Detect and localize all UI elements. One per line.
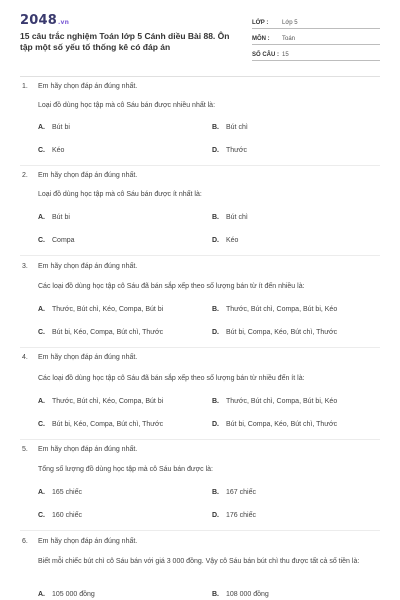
- option-c[interactable]: [38, 512, 82, 519]
- option-letter: B.: [212, 398, 219, 405]
- option-c[interactable]: [38, 237, 75, 244]
- option-b[interactable]: [212, 214, 248, 221]
- option-text: Bút bi, Kéo, Compa, Bút chì, Thước: [52, 421, 164, 428]
- question-number: 3.: [22, 263, 28, 270]
- question-number: 5.: [22, 446, 28, 453]
- option-text: 167 chiếc: [226, 489, 256, 496]
- question-number: 1.: [22, 83, 28, 90]
- option-letter: A.: [38, 306, 45, 313]
- option-text: 176 chiếc: [226, 512, 256, 519]
- option-letter: A.: [38, 591, 45, 598]
- option-text: Bút bi, Compa, Kéo, Bút chì, Thước: [226, 329, 338, 336]
- question-text: Biết mỗi chiếc bút chì cô Sáu bán với giá 3 000 đồng. Vậy cô Sáu bán bút chì thu được tất cả số tiền là:: [38, 558, 360, 565]
- option-text: Kéo: [52, 147, 65, 154]
- option-letter: A.: [38, 398, 45, 405]
- option-text: Bút bi, Compa, Kéo, Bút chì, Thước: [226, 421, 338, 428]
- question-divider: [20, 347, 380, 348]
- meta-label: SỐ CÂU :: [252, 51, 279, 58]
- question-prompt: Em hãy chọn đáp án đúng nhất.: [38, 354, 138, 361]
- question-divider: [20, 439, 380, 440]
- option-a[interactable]: [38, 398, 163, 405]
- option-text: Thước, Bút chì, Compa, Bút bi, Kéo: [226, 398, 338, 405]
- option-a[interactable]: [38, 124, 70, 131]
- question-text: Các loại đồ dùng học tập cô Sáu đã bán sắp xếp theo số lượng bán từ ít đến nhiều là:: [38, 283, 305, 290]
- option-c[interactable]: [38, 329, 163, 336]
- option-d[interactable]: [212, 329, 337, 336]
- option-text: Kéo: [226, 237, 239, 244]
- option-text: Thước, Bút chì, Kéo, Compa, Bút bi: [52, 306, 164, 313]
- option-letter: A.: [38, 489, 45, 496]
- question-text: Loại đồ dùng học tập mà cô Sáu bán được nhiều nhất là:: [38, 102, 216, 109]
- option-text: Thước, Bút chì, Compa, Bút bi, Kéo: [226, 306, 338, 313]
- option-b[interactable]: [212, 306, 337, 313]
- question-divider: [20, 165, 380, 166]
- question-prompt: Em hãy chọn đáp án đúng nhất.: [38, 172, 138, 179]
- option-letter: A.: [38, 214, 45, 221]
- option-a[interactable]: [38, 489, 82, 496]
- logo-text: 2048: [20, 13, 57, 28]
- option-text: 160 chiếc: [52, 512, 82, 519]
- option-b[interactable]: [212, 591, 269, 598]
- document-title: 15 câu trắc nghiệm Toán lớp 5 Cánh diều Bài 88. Ôn tập một số yếu tố thống kê có đáp án: [20, 31, 230, 52]
- option-text: Bút chì: [226, 124, 248, 131]
- option-text: Thước, Bút chì, Kéo, Compa, Bút bi: [52, 398, 164, 405]
- question-text: Loại đồ dùng học tập mà cô Sáu bán được ít nhất là:: [38, 191, 202, 198]
- option-text: 165 chiếc: [52, 489, 82, 496]
- option-text: 108 000 đồng: [226, 591, 269, 598]
- option-text: Compa: [52, 237, 75, 244]
- option-text: Bút bi, Kéo, Compa, Bút chì, Thước: [52, 329, 164, 336]
- question-prompt: Em hãy chọn đáp án đúng nhất.: [38, 538, 138, 545]
- option-c[interactable]: [38, 147, 64, 154]
- option-letter: C.: [38, 147, 45, 154]
- option-b[interactable]: [212, 124, 248, 131]
- option-letter: B.: [212, 214, 219, 221]
- option-letter: C.: [38, 512, 45, 519]
- meta-value: Lớp 5: [282, 19, 298, 26]
- option-a[interactable]: [38, 591, 95, 598]
- option-d[interactable]: [212, 237, 238, 244]
- option-text: Bút chì: [226, 214, 248, 221]
- question-divider: [20, 530, 380, 531]
- question-prompt: Em hãy chọn đáp án đúng nhất.: [38, 446, 138, 453]
- question-text: Các loại đồ dùng học tập cô Sáu đã bán sắp xếp theo số lượng bán từ nhiều đến ít là:: [38, 375, 305, 382]
- option-letter: D.: [212, 329, 219, 336]
- option-d[interactable]: [212, 147, 247, 154]
- option-letter: B.: [212, 591, 219, 598]
- option-letter: A.: [38, 124, 45, 131]
- option-b[interactable]: [212, 489, 256, 496]
- option-letter: C.: [38, 329, 45, 336]
- logo-suffix: .vn: [57, 19, 70, 26]
- option-c[interactable]: [38, 421, 163, 428]
- question-number: 6.: [22, 538, 28, 545]
- option-d[interactable]: [212, 512, 256, 519]
- option-letter: C.: [38, 421, 45, 428]
- question-text: Tổng số lượng đồ dùng học tập mà cô Sáu bán được là:: [38, 466, 213, 473]
- option-a[interactable]: [38, 306, 163, 313]
- question-prompt: Em hãy chọn đáp án đúng nhất.: [38, 83, 138, 90]
- option-letter: D.: [212, 421, 219, 428]
- option-d[interactable]: [212, 421, 337, 428]
- question-divider: [20, 255, 380, 256]
- option-letter: B.: [212, 489, 219, 496]
- option-text: Thước: [226, 147, 247, 154]
- option-letter: D.: [212, 512, 219, 519]
- question-prompt: Em hãy chọn đáp án đúng nhất.: [38, 263, 138, 270]
- option-text: Bút bi: [52, 214, 70, 221]
- meta-value: 15: [282, 51, 289, 58]
- option-text: Bút bi: [52, 124, 70, 131]
- meta-label: MÔN :: [252, 35, 270, 42]
- option-b[interactable]: [212, 398, 337, 405]
- option-letter: B.: [212, 306, 219, 313]
- question-number: 2.: [22, 172, 28, 179]
- option-a[interactable]: [38, 214, 70, 221]
- option-letter: B.: [212, 124, 219, 131]
- option-letter: C.: [38, 237, 45, 244]
- option-letter: D.: [212, 147, 219, 154]
- option-text: 105 000 đồng: [52, 591, 95, 598]
- meta-value: Toán: [282, 35, 296, 42]
- meta-label: LỚP :: [252, 19, 269, 26]
- question-number: 4.: [22, 354, 28, 361]
- option-letter: D.: [212, 237, 219, 244]
